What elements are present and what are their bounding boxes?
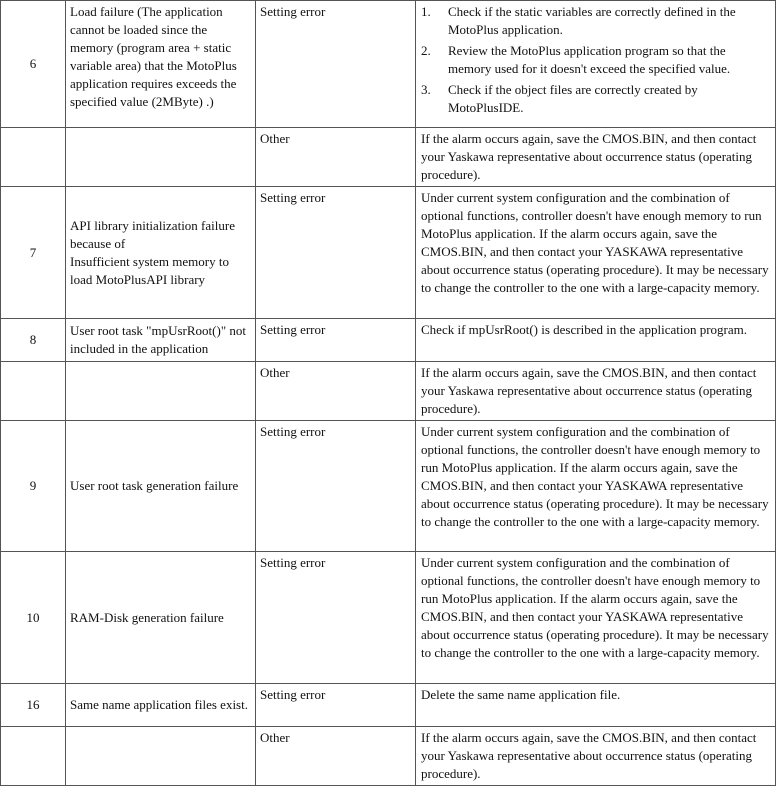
alarm-remedy: If the alarm occurs again, save the CMOS.BIN, and then contact your Yaskawa representative about occurrence status (operating procedure). xyxy=(416,128,776,187)
alarm-description xyxy=(66,187,256,319)
alarm-cause: Setting error xyxy=(256,187,416,319)
alarm-number xyxy=(1,362,66,421)
table-row xyxy=(1,684,776,727)
description-line: Insufficient system memory to load MotoPlusAPI library xyxy=(70,253,229,287)
alarm-remedy: Delete the same name application file. xyxy=(416,684,776,727)
alarm-description: Load failure (The application cannot be loaded since the memory (program area + static variable area) that the MotoPlus application requires exceeds the specified value (2MByte) .) xyxy=(66,1,256,128)
step-text: Check if the object files are correctly created by MotoPlusIDE. xyxy=(448,82,698,115)
alarm-cause: Setting error xyxy=(256,1,416,128)
alarm-number: 6 xyxy=(1,1,66,128)
remedy-step xyxy=(421,81,770,117)
table-row xyxy=(1,319,776,362)
alarm-remedy: If the alarm occurs again, save the CMOS.BIN, and then contact your Yaskawa representative about occurrence status (operating procedure). xyxy=(416,362,776,421)
table-row xyxy=(1,128,776,187)
alarm-cause: Setting error xyxy=(256,684,416,727)
alarm-number: 16 xyxy=(1,684,66,727)
table-row xyxy=(1,1,776,128)
step-text: Check if the static variables are correctly defined in the MotoPlus application. xyxy=(448,4,736,37)
step-number: 2. xyxy=(421,43,431,58)
alarm-remedy: Under current system configuration and the combination of optional functions, the controller doesn't have enough memory to run MotoPlus application. If the alarm occurs again, save the CMOS.BIN, and then contact your YASKAWA representative about occurrence status (operating procedure). It may be necessary to change the controller to the one with a large-capacity memory. xyxy=(416,552,776,684)
table-row xyxy=(1,187,776,319)
remedy-steps xyxy=(421,3,770,117)
alarm-description xyxy=(66,727,256,786)
alarm-description: Same name application files exist. xyxy=(66,684,256,727)
alarm-cause: Other xyxy=(256,362,416,421)
alarm-number xyxy=(1,128,66,187)
remedy-step xyxy=(421,3,770,39)
step-number: 3. xyxy=(421,82,431,97)
alarm-description: User root task generation failure xyxy=(66,421,256,552)
table-row xyxy=(1,421,776,552)
alarm-number: 7 xyxy=(1,187,66,319)
alarm-cause: Other xyxy=(256,727,416,786)
step-number: 1. xyxy=(421,4,431,19)
alarm-description xyxy=(66,128,256,187)
alarm-number: 8 xyxy=(1,319,66,362)
remedy-step xyxy=(421,42,770,78)
alarm-remedy: Under current system configuration and the combination of optional functions, controller doesn't have enough memory to run MotoPlus application. If the alarm occurs again, save the CMOS.BIN, and then contact your YASKAWA representative about occurrence status (operating procedure). It may be necessary to change the controller to the one with a large-capacity memory. xyxy=(416,187,776,319)
alarm-description: RAM-Disk generation failure xyxy=(66,552,256,684)
table-row xyxy=(1,727,776,786)
alarm-cause: Setting error xyxy=(256,319,416,362)
table-row xyxy=(1,552,776,684)
step-text: Review the MotoPlus application program so that the memory used for it doesn't exceed the specified value. xyxy=(448,43,731,76)
alarm-description: User root task "mpUsrRoot()" not included in the application xyxy=(66,319,256,362)
alarm-cause: Other xyxy=(256,128,416,187)
alarm-remedy: If the alarm occurs again, save the CMOS.BIN, and then contact your Yaskawa representative about occurrence status (operating procedure). xyxy=(416,727,776,786)
table-row xyxy=(1,362,776,421)
alarm-remedy: Check if mpUsrRoot() is described in the application program. xyxy=(416,319,776,362)
alarm-description xyxy=(66,362,256,421)
alarm-remedy: Under current system configuration and the combination of optional functions, the controller doesn't have enough memory to run MotoPlus application. If the alarm occurs again, save the CMOS.BIN, and then contact your YASKAWA representative about occurrence status (operating procedure). It may be necessary to change the controller to the one with a large-capacity memory. xyxy=(416,421,776,552)
alarm-cause: Setting error xyxy=(256,552,416,684)
description-line: API library initialization failure because of xyxy=(70,217,235,251)
alarm-cause: Setting error xyxy=(256,421,416,552)
alarm-number xyxy=(1,727,66,786)
alarm-remedy xyxy=(416,1,776,128)
alarm-number: 9 xyxy=(1,421,66,552)
alarm-number: 10 xyxy=(1,552,66,684)
